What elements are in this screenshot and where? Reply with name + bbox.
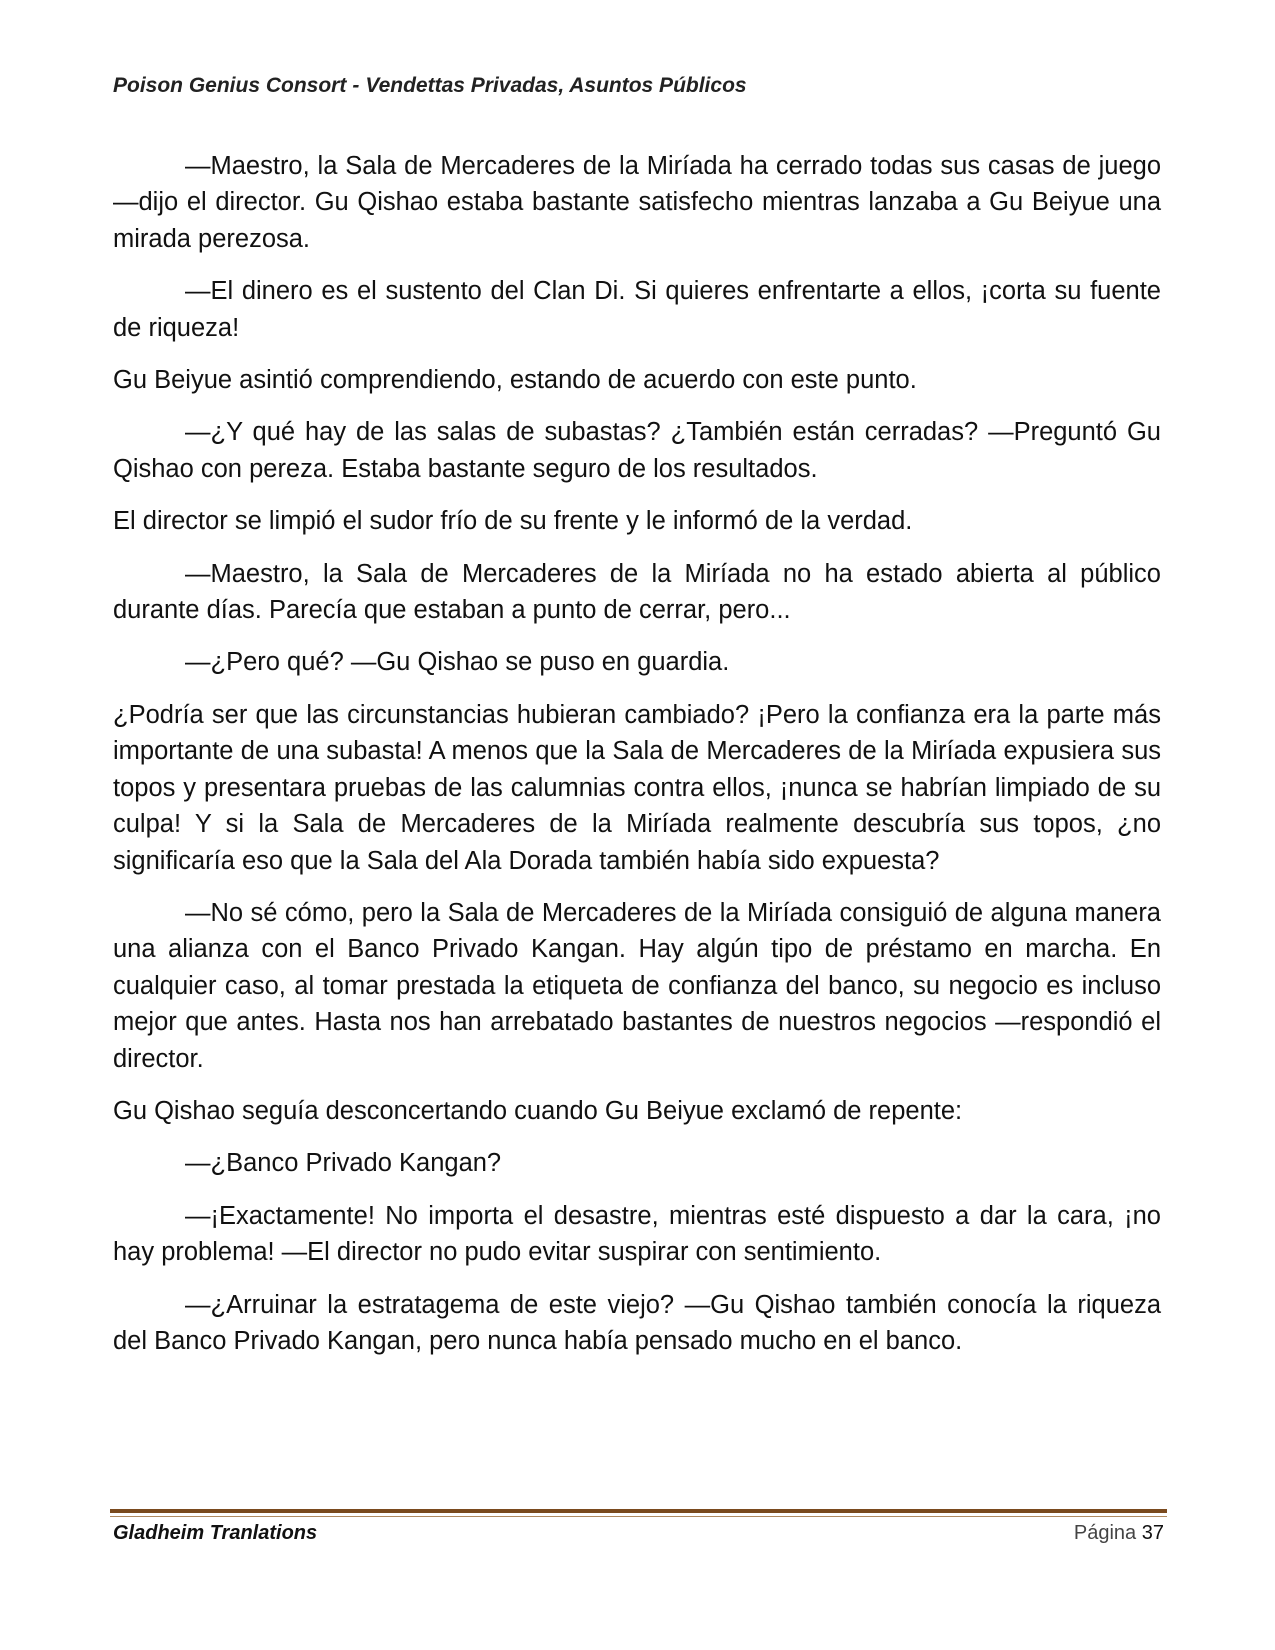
- paragraph: —¿Arruinar la estratagema de este viejo? —Gu Qishao también conocía la riqueza del Banco Privado Kangan, pero nunca había pensado mucho en el banco.: [113, 1290, 1161, 1355]
- footer-divider: [110, 1509, 1167, 1513]
- paragraph: —El dinero es el sustento del Clan Di. Si quieres enfrentarte a ellos, ¡corta su fuente de riqueza!: [113, 277, 1161, 342]
- book-title: Poison Genius Consort: [113, 74, 347, 97]
- page-body: [113, 148, 1161, 1375]
- footer-divider-thin: [110, 1516, 1167, 1517]
- paragraph: El director se limpió el sudor frío de su frente y le informó de la verdad.: [113, 507, 913, 536]
- paragraph: —¿Pero qué? —Gu Qishao se puso en guardia.: [185, 648, 730, 677]
- paragraph: —¡Exactamente! No importa el desastre, mientras esté dispuesto a dar la cara, ¡no hay problema! —El director no pudo evitar suspirar con sentimiento.: [113, 1201, 1161, 1267]
- paragraph: Gu Beiyue asintió comprendiendo, estando de acuerdo con este punto.: [113, 366, 917, 395]
- paragraph: ¿Podría ser que las circunstancias hubieran cambiado? ¡Pero la confianza era la parte más importante de una subasta! A menos que la Sala de Mercaderes de la Miríada expusiera sus topos y presentara pruebas de las calumnias contra ellos, ¡nunca se habrían limpiado de su culpa! Y si la Sala de Mercaderes de la Miríada realmente descubría sus topos, ¿no significaría eso que la Sala del Ala Dorada también había sido expuesta?: [113, 700, 1161, 875]
- page-header: [113, 74, 1173, 98]
- page-number-value: 37: [1141, 1522, 1164, 1544]
- paragraph: —Maestro, la Sala de Mercaderes de la Miríada no ha estado abierta al público durante días. Parecía que estaban a punto de cerrar, pero...: [113, 559, 1161, 625]
- paragraph: —Maestro, la Sala de Mercaderes de la Miríada ha cerrado todas sus casas de juego —dijo el director. Gu Qishao estaba bastante satisfecho mientras lanzaba a Gu Beiyue una mirada perezosa.: [113, 152, 1161, 253]
- paragraph: —¿Banco Privado Kangan?: [185, 1149, 502, 1178]
- paragraph: —¿Y qué hay de las salas de subastas? ¿También están cerradas? —Preguntó Gu Qishao con pereza. Estaba bastante seguro de los resultados.: [113, 418, 1161, 483]
- page-label: Página: [1073, 1522, 1137, 1544]
- chapter-title: Vendettas Privadas, Asuntos Públicos: [365, 74, 747, 97]
- header-separator: -: [352, 74, 360, 97]
- page-number: [1074, 1522, 1164, 1545]
- paragraph: Gu Qishao seguía desconcertando cuando Gu Beiyue exclamó de repente:: [113, 1096, 963, 1125]
- paragraph: —No sé cómo, pero la Sala de Mercaderes de la Miríada consiguió de alguna manera una alianza con el Banco Privado Kangan. Hay algún tipo de préstamo en marcha. En cualquier caso, al tomar prestada la etiqueta de confianza del banco, su negocio es incluso mejor que antes. Hasta nos han arrebatado bastantes de nuestros negocios —respondió el director.: [113, 898, 1161, 1073]
- translator-credit: Gladheim Tranlations: [113, 1522, 318, 1544]
